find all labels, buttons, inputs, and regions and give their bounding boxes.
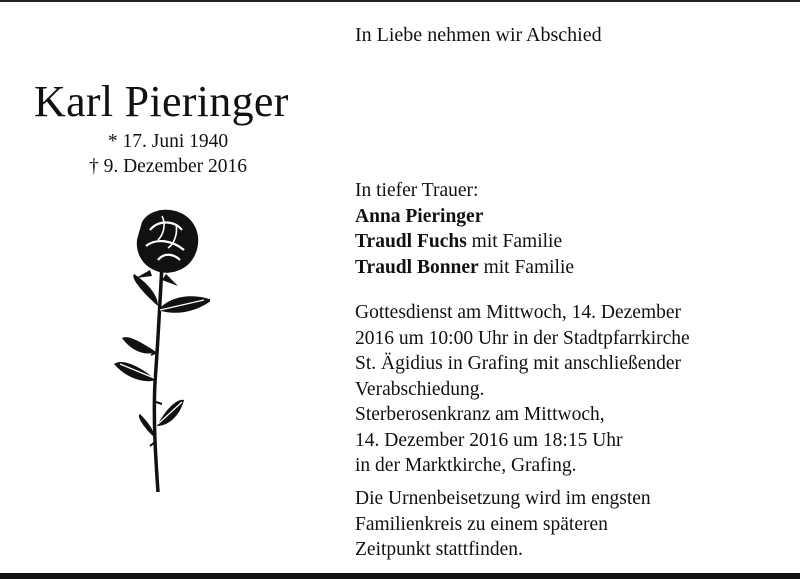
mourner-line (355, 255, 574, 281)
mourner-name: Traudl Fuchs (355, 231, 467, 252)
burial-info (355, 486, 651, 563)
mourner-line (355, 229, 574, 255)
burial-line: Familienkreis zu einem späteren (355, 513, 608, 535)
mourner-name: Traudl Bonner (355, 256, 479, 278)
deceased-name: Karl Pieringer (34, 77, 289, 126)
mourner-line (355, 204, 574, 230)
mourners-block (355, 178, 574, 280)
rose-icon (100, 202, 210, 497)
burial-line: Die Urnenbeisetzung wird im engsten (355, 488, 651, 509)
rosary-line: in der Marktkirche, Grafing. (355, 455, 577, 476)
service-info (355, 300, 690, 402)
mourners-intro: In tiefer Trauer: (355, 180, 479, 201)
birth-date: * 17. Juni 1940 (107, 131, 229, 152)
rosary-line: Sterberosenkranz am Mittwoch, (355, 404, 605, 425)
rosary-info (355, 402, 623, 479)
service-line: Gottesdienst am Mittwoch, 14. Dezember (355, 302, 682, 323)
mourner-name: Anna Pieringer (355, 205, 484, 227)
burial-line: Zeitpunkt stattfinden. (355, 539, 523, 560)
service-line: Verabschiedung. (355, 378, 485, 400)
mourner-suffix: mit Familie (478, 256, 575, 278)
rosary-line: 14. Dezember 2016 um 18:15 Uhr (355, 429, 623, 451)
mourner-suffix: mit Familie (466, 231, 563, 252)
service-line: 2016 um 10:00 Uhr in der Stadtpfarrkirche (355, 327, 690, 349)
farewell-header: In Liebe nehmen wir Abschied (355, 24, 602, 46)
death-date: † 9. Dezember 2016 (88, 156, 248, 177)
service-line: St. Ägidius in Grafing mit anschließender (355, 353, 682, 374)
